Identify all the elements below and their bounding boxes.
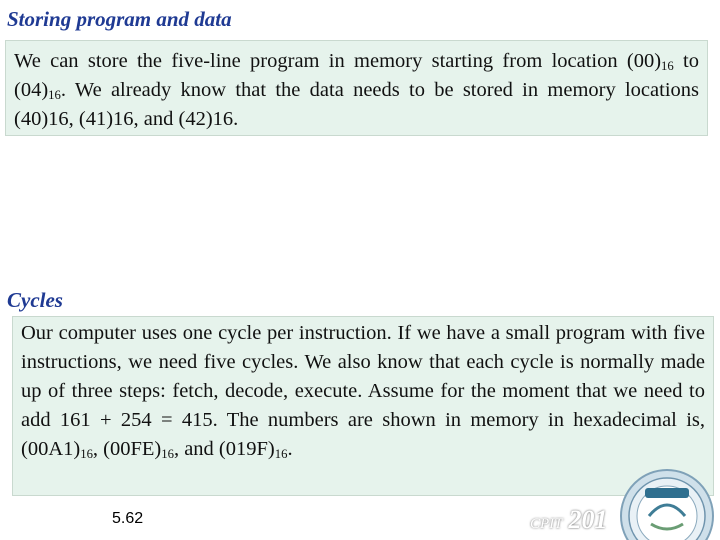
storing-text-part: . We already know that the data needs to be stored in memory locations (40)16, (41)16, and (42)16. — [14, 79, 699, 130]
slide-number: 5.62 — [112, 510, 144, 527]
storing-text-part: We can store the five-line program in memory starting from location (00) — [14, 50, 662, 72]
storing-text-part: to (04) — [14, 50, 699, 101]
footer-course-label — [530, 505, 608, 535]
cycles-text-part: Our computer uses one cycle per instruction. If we have a small program with five instructions, we need five cycles. We also know that each cycle is normally made up of three steps: fetch, decode, execute. Assume for the moment that we need to add 161 + 254 = 415. The numbers are shown in memory in hexadecimal is, (00A1) — [21, 322, 705, 460]
footer-brand: CPIT — [530, 516, 563, 532]
university-seal-icon — [605, 458, 720, 540]
subscript: 16 — [661, 59, 674, 74]
cycles-text-part: , and (019F) — [173, 438, 275, 460]
storing-text-box — [5, 40, 708, 136]
subscript: 16 — [80, 447, 93, 462]
subscript: 16 — [161, 447, 174, 462]
section-heading-storing: Storing program and data — [7, 7, 232, 31]
subscript: 16 — [48, 88, 61, 103]
footer-course-number: 201 — [568, 505, 608, 534]
cycles-text-part: . — [287, 438, 293, 460]
section-heading-cycles: Cycles — [7, 288, 63, 312]
cycles-text-part: , (00FE) — [92, 438, 162, 460]
subscript: 16 — [274, 447, 288, 462]
